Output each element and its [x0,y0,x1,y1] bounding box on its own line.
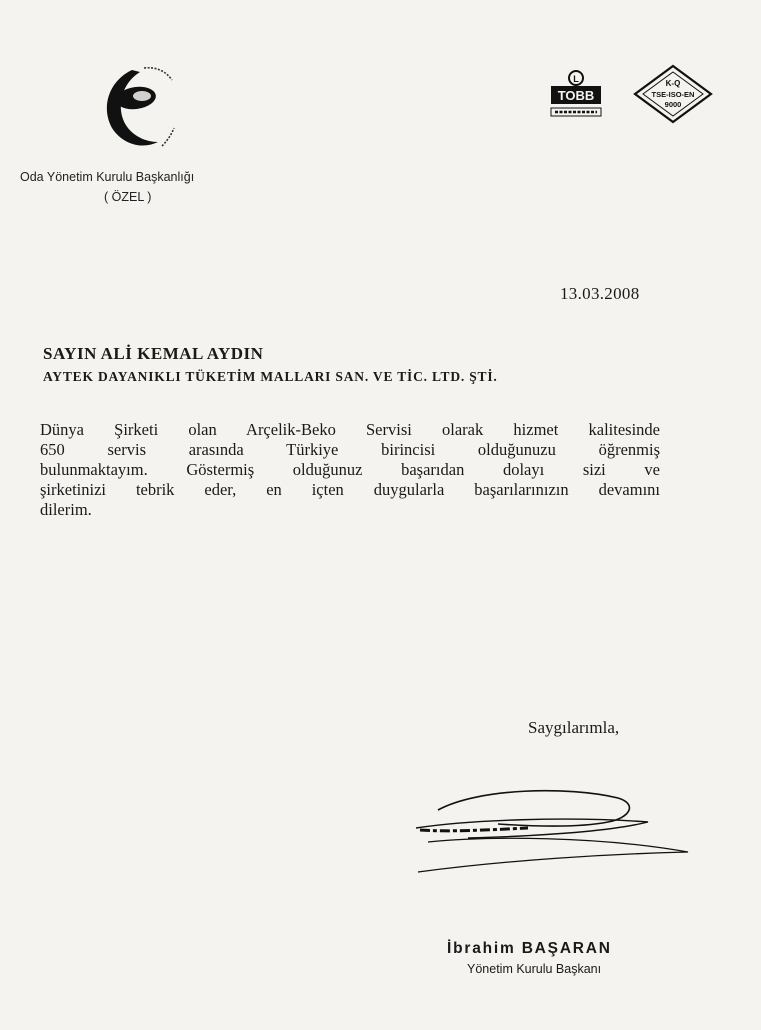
recipient-name: SAYIN ALİ KEMAL AYDIN [43,344,264,363]
iso-logo-line-1: K-Q [665,79,681,88]
body-line: 650 servis arasında Türkiye birincisi olduğunuzu öğrenmiş [40,440,660,459]
recipient-company: AYTEK DAYANIKLI TÜKETİM MALLARI SAN. VE TİC. LTD. ŞTİ. [43,369,498,384]
closing-salutation: Saygılarımla, [528,718,620,737]
body-line: bulunmaktayım. Göstermiş olduğunuz başarıdan dolayı sizi ve [40,460,660,479]
chamber-logo [92,58,182,158]
organization-title: Oda Yönetim Kurulu Başkanlığı [20,170,195,184]
handwritten-signature [408,780,698,880]
iso-logo-line-2: TSE-ISO-EN [651,90,695,99]
signer-name: İbrahim BAŞARAN [447,940,612,957]
signer-title: Yönetim Kurulu Başkanı [467,962,602,976]
tobb-logo-text: TOBB [557,88,595,103]
iso-logo-line-3: 9000 [664,100,682,109]
letter-date: 13.03.2008 [560,284,640,303]
iso-certification-logo [633,64,713,124]
body-line: Dünya Şirketi olan Arçelik-Beko Servisi olarak hizmet kalitesinde [40,420,660,439]
body-line: şirketinizi tebrik eder, en içten duygularla başarılarınızın devamını [40,480,660,499]
private-label: ( ÖZEL ) [104,190,152,204]
letter-body [40,420,660,520]
tobb-logo [545,68,607,124]
body-line: dilerim. [40,500,92,519]
svg-text:L: L [573,74,579,84]
